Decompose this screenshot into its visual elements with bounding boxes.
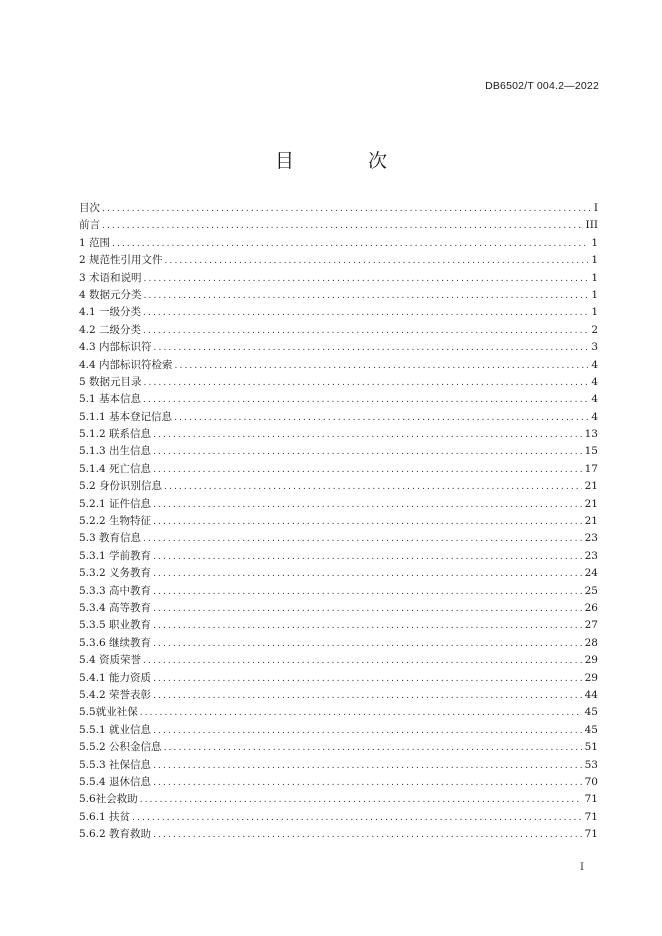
toc-leader-dots (143, 392, 588, 409)
toc-entry[interactable] (79, 757, 598, 774)
toc-entry-page: 29 (584, 654, 598, 667)
toc-entry-page: 29 (584, 671, 598, 684)
toc-entry[interactable] (79, 722, 598, 739)
toc-entry[interactable] (79, 565, 598, 582)
toc-leader-dots (153, 618, 582, 635)
toc-entry-label: 5.5.2 公积金信息 (79, 741, 162, 754)
toc-entry[interactable] (79, 217, 598, 234)
toc-entry-label: 5.5就业社保 (79, 706, 138, 719)
toc-entry-page: I (593, 202, 598, 214)
toc-entry-label: 5.3.2 义务教育 (79, 567, 152, 580)
toc-entry-label: 5.3.4 高等教育 (79, 601, 152, 614)
toc-entry-label: 5.3.6 继续教育 (79, 636, 152, 649)
toc-leader-dots (153, 723, 582, 740)
toc-leader-dots (153, 427, 582, 444)
toc-entry[interactable] (79, 635, 598, 652)
toc-entry-label: 5.3.1 学前教育 (79, 549, 152, 562)
toc-leader-dots (153, 566, 582, 583)
toc-entry-label: 5.2 身份识别信息 (79, 480, 163, 493)
toc-entry-page: 71 (584, 793, 598, 806)
toc-entry-label: 5.2.1 证件信息 (79, 497, 152, 510)
toc-entry-page: 45 (584, 723, 598, 736)
toc-leader-dots (144, 288, 589, 305)
toc-entry[interactable] (79, 270, 598, 287)
toc-entry-page: 71 (584, 810, 598, 823)
toc-entry-label: 5.6.1 扶贫 (79, 810, 131, 823)
toc-entry-page: 1 (591, 288, 598, 301)
toc-entry-label: 4 数据元分类 (79, 288, 142, 301)
toc-entry-page: 21 (584, 480, 598, 493)
toc-entry[interactable] (79, 583, 598, 600)
toc-leader-dots (140, 705, 582, 722)
toc-entry-page: III (585, 219, 598, 232)
toc-entry-page: 4 (591, 410, 598, 423)
toc-entry-page: 15 (584, 445, 598, 458)
toc-entry-page: 13 (584, 428, 598, 441)
toc-entry-page: 27 (584, 619, 598, 632)
toc-entry-label: 4.2 二级分类 (79, 323, 142, 336)
toc-entry-label: 4.4 内部标识符检索 (79, 358, 173, 371)
toc-entry-label: 目次 (79, 202, 100, 214)
toc-entry[interactable] (79, 774, 598, 791)
toc-entry-page: 1 (591, 306, 598, 319)
toc-entry-label: 3 术语和说明 (79, 271, 142, 284)
toc-leader-dots (153, 671, 582, 688)
toc-leader-dots (153, 601, 582, 618)
toc-entry-label: 5.3.3 高中教育 (79, 584, 152, 597)
toc-leader-dots (102, 201, 591, 218)
toc-entry-page: 1 (591, 254, 598, 267)
toc-entry-page: 2 (591, 323, 598, 336)
page-title: 目 次 (274, 150, 422, 172)
toc-entry[interactable] (79, 530, 598, 547)
toc-entry-page: 53 (584, 758, 598, 771)
toc-entry-label: 5.5.1 就业信息 (79, 723, 152, 736)
toc-leader-dots (143, 305, 588, 322)
toc-entry[interactable] (79, 235, 598, 252)
toc-entry[interactable] (79, 739, 598, 756)
toc-entry-label: 5.1.2 联系信息 (79, 428, 152, 441)
toc-leader-dots (144, 375, 589, 392)
toc-entry-label: 4.3 内部标识符 (79, 341, 152, 354)
toc-entry-label: 5.1 基本信息 (79, 393, 142, 406)
toc-entry[interactable] (79, 809, 598, 826)
toc-leader-dots (153, 549, 582, 566)
toc-entry-label: 1 范围 (79, 236, 111, 249)
toc-entry[interactable] (79, 826, 598, 843)
toc-leader-dots (143, 323, 588, 340)
toc-entry[interactable] (79, 617, 598, 634)
toc-entry[interactable] (79, 426, 598, 443)
toc-entry[interactable] (79, 409, 598, 426)
toc-leader-dots (164, 740, 582, 757)
toc-entry-page: 23 (584, 532, 598, 545)
toc-leader-dots (102, 218, 583, 235)
toc-entry-label: 前言 (79, 219, 100, 232)
toc-entry-label: 5.5.4 退休信息 (79, 775, 152, 788)
toc-entry-page: 51 (584, 741, 598, 754)
toc-entry[interactable] (79, 287, 598, 304)
toc-leader-dots (153, 775, 582, 792)
toc-leader-dots (165, 253, 589, 270)
toc-entry[interactable] (79, 339, 598, 356)
toc-entry-page: 26 (584, 601, 598, 614)
toc-leader-dots (153, 827, 582, 844)
table-of-contents (79, 200, 598, 843)
toc-leader-dots (132, 810, 582, 827)
toc-entry-label: 5.5.3 社保信息 (79, 758, 152, 771)
toc-leader-dots (153, 462, 582, 479)
toc-entry-label: 5.4.1 能力资质 (79, 671, 152, 684)
toc-entry[interactable] (79, 461, 598, 478)
standard-code: DB6502/T 004.2—2022 (485, 80, 599, 92)
toc-leader-dots (153, 584, 582, 601)
toc-entry-label: 5 数据元目录 (79, 375, 142, 388)
toc-entry-label: 5.1.1 基本登记信息 (79, 410, 173, 423)
toc-entry-page: 28 (584, 636, 598, 649)
toc-entry-label: 5.3 教育信息 (79, 532, 142, 545)
toc-entry[interactable] (79, 687, 598, 704)
toc-entry-page: 1 (591, 236, 598, 249)
toc-leader-dots (175, 358, 589, 375)
toc-entry-page: 24 (584, 567, 598, 580)
toc-leader-dots (112, 236, 588, 253)
toc-leader-dots (140, 792, 582, 809)
toc-leader-dots (143, 653, 582, 670)
toc-leader-dots (174, 410, 588, 427)
toc-entry[interactable] (79, 652, 598, 669)
toc-entry[interactable] (79, 391, 598, 408)
toc-entry-label: 5.6社会救助 (79, 793, 138, 806)
toc-entry-page: 4 (591, 393, 598, 406)
toc-entry-page: 70 (584, 775, 598, 788)
toc-entry-page: 21 (584, 515, 598, 528)
toc-entry[interactable] (79, 513, 598, 530)
toc-entry[interactable] (79, 200, 598, 217)
toc-entry-page: 23 (584, 549, 598, 562)
toc-entry[interactable] (79, 670, 598, 687)
toc-leader-dots (154, 340, 589, 357)
toc-entry[interactable] (79, 791, 598, 808)
toc-entry-page: 1 (591, 271, 598, 284)
toc-entry-page: 44 (584, 688, 598, 701)
toc-leader-dots (144, 271, 589, 288)
toc-entry-page: 3 (591, 341, 598, 354)
toc-entry-page: 17 (584, 462, 598, 475)
toc-leader-dots (164, 479, 582, 496)
toc-entry-page: 45 (584, 706, 598, 719)
toc-leader-dots (153, 758, 582, 775)
toc-entry-label: 5.1.3 出生信息 (79, 445, 152, 458)
toc-leader-dots (153, 688, 582, 705)
toc-entry[interactable] (79, 443, 598, 460)
toc-leader-dots (153, 636, 582, 653)
toc-entry[interactable] (79, 478, 598, 495)
toc-entry-page: 71 (584, 828, 598, 841)
toc-entry-label: 2 规范性引用文件 (79, 254, 163, 267)
toc-entry-page: 4 (591, 358, 598, 371)
toc-entry[interactable] (79, 374, 598, 391)
toc-entry-label: 5.4.2 荣誉表彰 (79, 688, 152, 701)
toc-leader-dots (153, 444, 582, 461)
toc-entry[interactable] (79, 548, 598, 565)
toc-leader-dots (153, 514, 582, 531)
toc-entry-label: 5.3.5 职业教育 (79, 619, 152, 632)
toc-entry-page: 25 (584, 584, 598, 597)
toc-entry-label: 4.1 一级分类 (79, 306, 142, 319)
toc-entry[interactable] (79, 322, 598, 339)
toc-entry-label: 5.6.2 教育救助 (79, 828, 152, 841)
toc-entry[interactable] (79, 496, 598, 513)
toc-entry[interactable] (79, 304, 598, 321)
footer-page-number: I (580, 862, 584, 873)
toc-entry[interactable] (79, 252, 598, 269)
toc-entry-page: 4 (591, 375, 598, 388)
toc-entry[interactable] (79, 357, 598, 374)
toc-leader-dots (153, 497, 582, 514)
toc-entry[interactable] (79, 704, 598, 721)
toc-entry-label: 5.4 资质荣誉 (79, 654, 142, 667)
toc-leader-dots (143, 531, 582, 548)
toc-entry-page: 21 (584, 497, 598, 510)
toc-entry[interactable] (79, 600, 598, 617)
toc-entry-label: 5.2.2 生物特征 (79, 515, 152, 528)
toc-entry-label: 5.1.4 死亡信息 (79, 462, 152, 475)
